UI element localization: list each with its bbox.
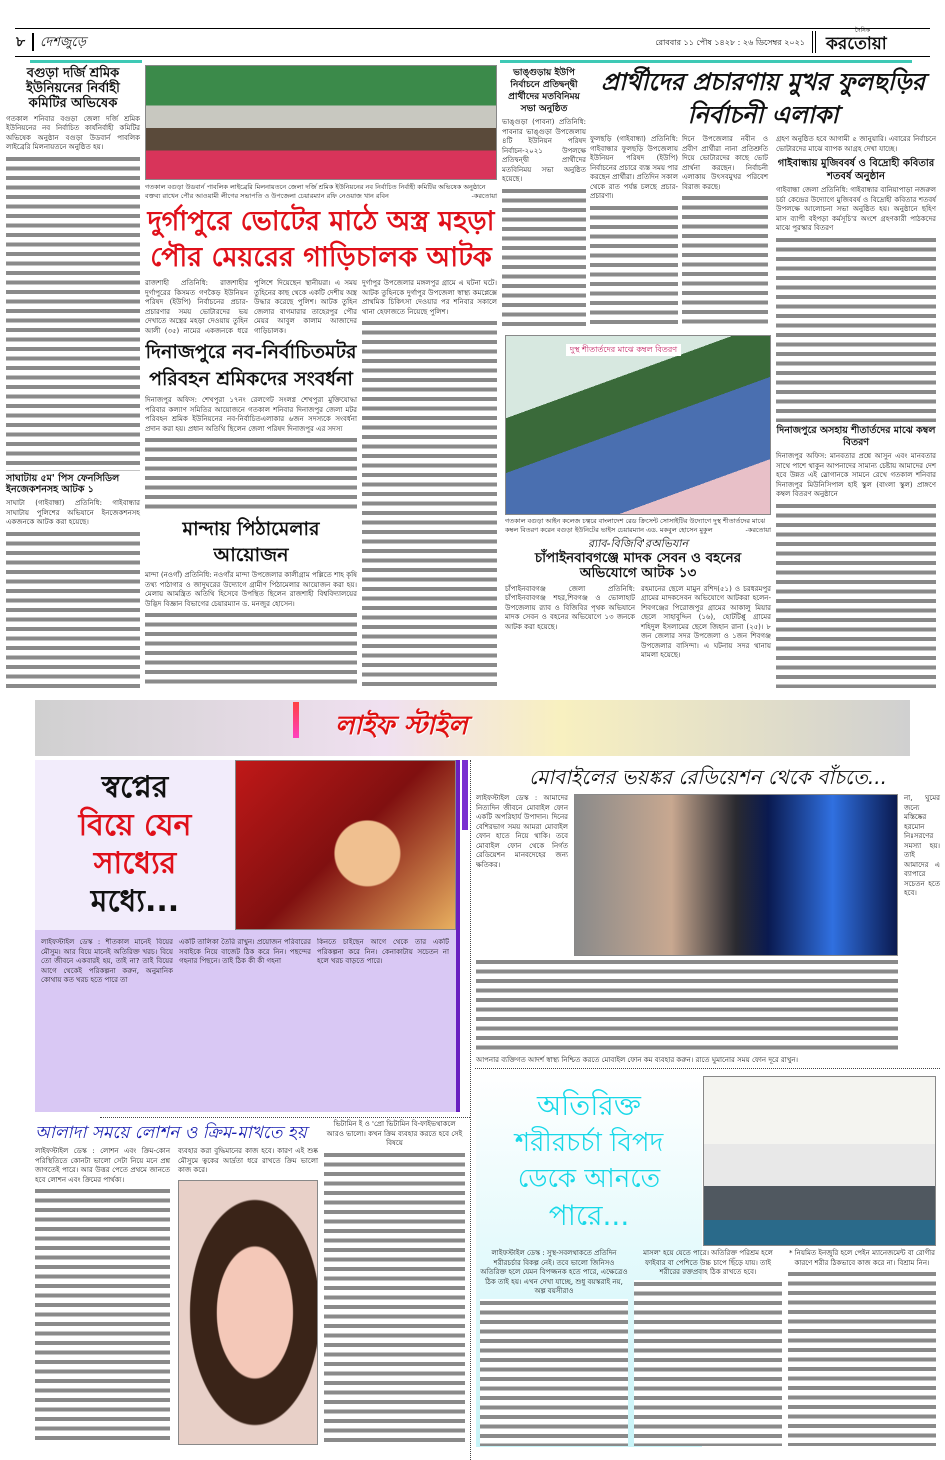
logo-prefix: দৈনিক <box>855 27 871 34</box>
exercise-headline-2: শরীরচর্চা বিপদ <box>514 1128 664 1158</box>
headline-dinajpur-workers: দিনাজপুরে নব-নির্বাচিতমটর পরিবহন শ্রমিকদের সংবর্ধনা <box>145 341 357 390</box>
rab-block <box>505 517 771 688</box>
story-body: রাজশাহী প্রতিনিধি: রাজশাহীর দুর্গাপুরের কিসমত গণকৈড় ইউনিয়ন পরিষদ (ইউপি) নির্বাচনের প্রচার-প্রচারণার সময় ভোটারদের ভয় দেখাতে অস্ত্রের মহড়া দেওয়ায় তুহিন আলী (৩৫) নামের একজনকে ধরে পুলিশে দিয়েছেন স্থানীয়রা। এ সময় তুহিনের কাছ থেকে একটি দেশীয় অস্ত্র উদ্ধার করেছে পুলিশ। আটক তুহিন জেলার বাগমারার তাহেরপুর পৌর মেয়র আবুল কালাম আজাদের গাড়িচালক। <box>145 279 357 335</box>
story-body-lines <box>145 436 357 513</box>
photo-wedding-hands <box>235 760 456 930</box>
lotion-story <box>35 1122 318 1445</box>
story-body: দিনাজপুর অফিস: মানবতার প্রশ্নে আসুন এবং মানবতার সাথে পাশে থাকুন আপনাদের সামান্য চেষ্টায় আমাদের দেশ হবে উন্নত এই স্লোগানকে সামনে রেখে গতকাল শনিবার দিনাজপুর মিউনিসিপাল হাই স্কুল (বাংলা স্কুল) প্রাঙ্গণে কম্বল বিতরণ অনুষ্ঠানে <box>776 452 936 498</box>
story-body: লাইফস্টাইল ডেস্ক : শীতকাল মানেই বিয়ের মৌসুম। আর বিয়ে মানেই অতিরিক্ত খরচ। বিয়ে তো জীবনে একবারই হয়, তাই না? তাই বিয়ের আগে থেকেই পরিকল্পনা করুন, অনুমানিক কোথায় কত খরচ হতে পারে তা <box>41 938 173 984</box>
story-body-lines <box>362 319 497 688</box>
story-body-lines <box>502 187 586 331</box>
section-title: দেশজুড়ে <box>40 35 86 50</box>
story-body: ফুলছড়ি (গাইবান্ধা) প্রতিনিধি: গাইবান্ধার ফুলছড়ি উপজেলায় ইউনিয়ন পরিষদ (ইউপি) নির্বাচনের প্রচারে ব্যস্ত সময় পার করছেন প্রার্থীরা। প্রতিদিন সকাল থেকে রাত পর্যন্ত চলছে প্রচার-প্রচারণা। <box>590 135 678 200</box>
headline-bhangura: ভাঙ্গুড়ায় ইউপি নির্বাচনে প্রতিদ্বন্দ্বী প্রার্থীদের মতবিনিময় সভা অনুষ্ঠিত <box>508 68 580 114</box>
photo-caption <box>505 517 771 535</box>
story-body: মান্দা (নওগাঁ) প্রতিনিধি: নওগাঁর মান্দা উপজেলার কালীগ্রাম পল্লিতে শাহ কৃষি তথ্য পাঠাগার ও জাদুঘরের উদ্যোগে গ্রামীণ পিঠামেলার আয়োজন করা হয়। মেলায় আমন্ত্রিত অতিথি হিসেবে উপস্থিত ছিলেন রাজশাহী বিশ্ববিদ্যালয়ের উদ্ভিদ বিজ্ঞান বিভাগের চেয়ারম্যান ড. মনজুর হোসেন। <box>145 571 357 608</box>
story-body: গাইবান্ধা জেলা প্রতিনিধি: গাইবান্ধার বানিয়াপাড়া নজরুল চর্চা কেন্দ্রের উদ্যোগে মুজিববর্ষ ও বিদ্রোহী কবিতার শতবর্ষ উপলক্ষে আলোচনা সভা অনুষ্ঠিত হয়। অনুষ্ঠানে ছহিণ মাস ব্যাপী বইপড়া কর্মসূচি'র অংশে গ্রহণকারী পাঠকদের মাঝে পুরস্কার বিতরণ <box>776 186 936 232</box>
story-body: ব্যবহার করা বুদ্ধিমানের কাজ হবে। কারণ এই শুষ্ক মৌসুমে ত্বকের আর্দ্রতা ধরে রাখতে ক্রিম ভালো কাজ করে। <box>178 1147 318 1174</box>
story-body-lines <box>776 502 936 689</box>
photo-dorji-union-event <box>145 65 497 180</box>
exercise-headline-1: অতিরিক্ত <box>537 1089 641 1122</box>
wedding-headline-3: সাধ্যের <box>93 846 177 881</box>
story-body-lines <box>324 1151 465 1446</box>
wedding-headline-4: মধ্যে... <box>90 884 180 919</box>
issue-date: রোববার ১১ পৌষ ১৪২৮ : ২৬ ডিসেম্বর ২০২১ <box>655 38 805 47</box>
bhangura-column <box>502 67 586 330</box>
story-body-lines <box>480 1299 628 1447</box>
story-body: না, ঘুমের জন্যে মস্তিষ্কের হরমোন নিঃসরণের সমস্যা হয়। তাই আমাদের এ ব্যাপারে সচেতন হতে হবে। <box>904 794 940 897</box>
page-number: ৮ <box>16 34 26 50</box>
headline-fulchhari: প্রার্থীদের প্রচারণায় মুখর ফুলছড়ির নির্বাচনী এলাকা <box>601 68 925 129</box>
photo-mobile-radiation <box>574 794 898 956</box>
story-body-lines <box>6 155 140 472</box>
story-body: ভাঙ্গুড়া (পাবনা) প্রতিনিধি: পাবনার ভাঙ্গুড়া উপজেলায় ৪টি ইউনিয়ন পরিষদ নির্বাচন-২০২১ উপলক্ষে প্রতিদ্বন্দ্বী প্রার্থীদের মতবিনিময় সভা অনুষ্ঠিত হয়েছে। <box>502 118 586 183</box>
lifestyle-banner <box>35 700 910 756</box>
wedding-story <box>35 760 460 1112</box>
story-body-lines <box>35 1187 170 1445</box>
headline-bogura-tailor: বগুড়া দর্জি শ্রমিক ইউনিয়নের নির্বাহী কমিটির অভিষেক <box>26 66 120 111</box>
story-body: লাইফস্টাইল ডেস্ক : লোশন এবং ক্রিম-কোন পরিস্থিতিতে কোনটা ভালো সেটা নিয়ে মনে প্রশ্ন জাগতেই পারে। আর উত্তর পেতে প্রথমে জানতে হবে লোশন এবং ক্রিমের পার্থক্য। <box>35 1147 170 1184</box>
wedding-headline-1: স্বপ্নের <box>101 770 169 805</box>
story-body: কিনতে চাইছেন আগে থেকে তার একটি পরিকল্পনা করে নিন। কেনাকাটায় সচেতন না হলে খরচ বাড়তে পারে। <box>317 938 449 965</box>
photo-credit: -করতোয়া <box>745 526 771 534</box>
middle-block <box>145 65 497 688</box>
headline-lotion: আলাদা সময়ে লোশন ও ক্রিম-মাখতে হয় <box>35 1123 307 1143</box>
photo-banner-text: দুস্থ শীতার্তদের মাঝে কম্বল বিতরণ <box>566 344 681 356</box>
exercise-headline-4: পারে... <box>548 1199 630 1232</box>
lotion-right-column <box>324 1120 465 1445</box>
photo-woman-exercise <box>703 1076 936 1246</box>
photo-woman-face <box>178 1180 318 1446</box>
headline-saghata: সাঘাটায় ৫ম' পিস ফেনসিডিল ইনজেকশনসহ আটক ১ <box>6 473 120 496</box>
story-body: ভিটামিন ই ও 'প্রো ভিটামিন বি-ফাইভথাকলে আরও ভালো। কখন ক্রিম ব্যবহার করতে হবে সেই বিষয়ে <box>326 1120 463 1147</box>
story-body-lines <box>682 194 768 326</box>
story-body: আপনার ব্যক্তিগত আদর্শ স্বাস্থ্য নিশ্চিত করতে মোবাইল ফোন কম ব্যবহার করুন। রাতে ঘুমানোর সময় ফোন দূরে রাখুন। <box>476 1055 799 1064</box>
story-body: দিনাজপুর অফিস: শেখপুরা ১৭নং রেলগেট সংলগ্ন শেখপুরা মুক্তিযোদ্ধা পরিবার কল্যাণ সমিতির আয়োজনে গতকাল শনিবার দিনাজপুর জেলা মটর পরিবহন শ্রমিক ইউনিয়নের নব-নির্বাচিতএলাকার ৬জন সদস্যকে সংবর্ধনা প্রদান করা হয়। প্রধান অতিথি ছিলেন জেলা পরিষদ দিনাজপুর এর সদস্য <box>145 396 357 433</box>
story-body-lines <box>788 1270 936 1446</box>
headline-gaibandha: গাইবান্ধায় মুজিববর্ষ ও বিদ্রোহী কবিতার শতবর্ষ অনুষ্ঠান <box>777 158 935 182</box>
story-body-lines <box>634 1280 782 1447</box>
photo-caption <box>145 183 497 201</box>
headline-manda: মান্দায় পিঠামেলার আয়োজন <box>182 518 320 566</box>
story-body: গতকাল শনিবার বগুড়া জেলা দর্জি শ্রমিক ইউনিয়নের নব নির্বাচিত কার্যনির্বাহী কমিটির অভিষেক অনুষ্ঠান বগুড়া উডবার্ন পাবলিক লাইব্রেরি মিলনায়তনে অনুষ্ঠিত হয়। <box>6 114 140 152</box>
story-body: দুর্গাপুর উপজেলার মঙ্গলপুর গ্রামে এ ঘটনা ঘটে। আটক তুহিনকে দুর্গাপুর উপজেলা স্বাস্থ্য কমপ্লেক্সে প্রাথমিক চিকিৎসা দেওয়ার পর শনিবার সকালে থানা হেফাজতে নিয়েছে পুলিশ। <box>362 279 497 316</box>
story-body-lines <box>590 204 678 327</box>
headline-mobile-radiation: মোবাইলের ভয়ঙ্কর রেডিয়েশন থেকে বাঁচতে... <box>528 765 887 789</box>
headline-rab: চাঁপাইনবাবগঞ্জে মাদক সেবন ও বহনের অভিযোগে আটক ১৩ <box>534 549 742 582</box>
story-body-lines <box>145 611 357 688</box>
story-body: লাইফস্টাইল ডেস্ক : আমাদের নিত্যদিন জীবনে মোবাইল ফোন একটি অপরিহার্য উপাদান। দিনের বেশিরভাগ সময় আমরা মোবাইল ফোন হাতে নিয়ে থাকি। তবে মোবাইল ফোন থেকে নির্গত রেডিয়েশন মানবদেহের জন্য ক্ষতিকর। <box>476 794 568 869</box>
photo-credit: -করতোয়া <box>471 192 497 200</box>
headline-durgapur: দুর্গাপুরে ভোটের মাঠে অস্ত্র মহড়া পৌর মেয়রের গাড়িচালক আটক <box>147 206 495 273</box>
exercise-headline-3: ডেকে আনতে <box>517 1164 661 1194</box>
story-body-lines <box>6 530 140 688</box>
story-body: গ্রহণ অনুষ্ঠিত হবে আগামী ৫ জানুয়ারি। এবারের নির্বাচনে ভোটারদের মাঝে ব্যাপক আগ্রহ দেখা যাচ্ছে। <box>776 135 936 153</box>
story-body: একটি তালিকা তৈরি রাখুন। প্রয়োজন পরিবারের সবাইকে নিয়ে বাজেট ঠিক করে নিন। পছন্দের গহনার পিছনে। তাই ঠিক কী কী গহনা <box>179 938 311 965</box>
left-column <box>6 67 140 688</box>
story-body: লাইফস্টাইল ডেস্ক : সুস্থ-সবলথাকতে প্রতিদিন শরীরচর্চার বিকল্প নেই। তবে ভালো জিনিসও অতিরিক্ত হলে যেমন বিপজ্জনক হতে পারে, এক্ষেত্রেও ঠিক তাই হয়। এখন দেখা যাচ্ছে, শুধু বয়স্করাই নয়, অল্প বয়সীরাও <box>480 1249 628 1295</box>
newspaper-logo: করতোয়া <box>826 34 887 54</box>
story-body: দিনে উপজেলার নবীন ও প্রবীণ প্রার্থীরা নানা প্রতিশ্রুতি দিয়ে ভোটারদের কাছে ভোট প্রার্থনা করছেন। নির্বাচনী এলাকায় উৎসবমুখর পরিবেশ বিরাজ করছে। <box>682 135 768 191</box>
lifestyle-banner-title: লাইফ স্টাইল <box>335 711 468 741</box>
story-body: * নিয়মিত ইনজুরি হলে পেইন ম্যানেজমেন্ট বা রোগীর কারণে শরীর ঠিকভাবে কাজ করে না। বিশ্রাম নিন। <box>788 1249 936 1267</box>
story-body: সাঘাটা (গাইবান্ধা) প্রতিনিধি: গাইবান্ধার সাঘাটায় পুলিশের অভিযানে ইনজেকশনসহ একজনকে আটক করা হয়েছে। <box>6 499 140 527</box>
story-body-lines <box>476 958 898 1053</box>
photo-blanket-distribution <box>505 335 771 515</box>
story-body-lines <box>776 236 936 423</box>
caption-text: গতকাল বগুড়া উডবার্ন পাবলিক লাইব্রেরি মিলনায়তনে জেলা দর্জি শ্রমিক ইউনিয়নের নব নির্বাচিত নির্বাহী কমিটির অভিষেক অনুষ্ঠানে বক্তব্য রাখেন পৌর আওয়ামী লীগের সভাপতি ও উপজেলা চেয়ারম্যান রফি নেওয়াজ খান রবিন <box>145 183 486 200</box>
story-body: মাসল' হয়ে যেতে পারে। অতিরিক্ত পরিশ্রম হলে ফাইবার বা পেশিতে উচ্চ চাপে ছিঁড়ে যায়। তাই শরীরের রক্তপ্রবাহ ঠিক রাখতে হবে। <box>643 1249 773 1276</box>
exercise-story <box>476 1076 936 1446</box>
mobile-story <box>476 763 940 1065</box>
story-body: রহমানের ছেলে মামুন রশিদ(৫১) ও চরধরমপুর গ্রামের মাদকসেবন অভিযোগে আটকরা হলেন-শিবগঞ্জের পিরোজপুর গ্রামের আকালু মিয়ার ছেলে সাহাবুদ্দিন (১৬), হোটটিপ্পু গ্রামের শহিদুল ইসলামের ছেলে জিহান রানা (২৫)। ৮ জন জেলার সদর উপজেলা ও ১জন শিবগঞ্জ উপজেলার বাসিন্দা। এ ঘটনায় সদর থানায় মামলা হয়েছে। <box>641 584 771 660</box>
story-body: চাঁপাইনবাবগঞ্জ জেলা প্রতিনিধি: চাঁপাইনবাবগঞ্জ শহর,শিবগঞ্জ ও ভোলাহাট উপজেলায় র‌্যাব ও বিজিবির পৃথক অভিযানে মাদক সেবন ও বহনের অভিযোগে ১৩ জনকে আটক করা হয়েছে। <box>505 584 635 631</box>
rab-kicker: র‌্যাব-বিজিবি'রঅভিযান <box>587 537 689 550</box>
wedding-headline-2: বিয়ে যেন <box>78 808 192 843</box>
caption-text: গতকাল বগুড়া আইন কলেজ চত্বরে বাংলাদেশ রেড ক্রিসেন্ট সোসাইটির উদ্যোগে দুস্থ শীতার্তদের মাঝে কম্বল বিতরণ করেন বগুড়া ইউনিটের ভাইস চেয়ারম্যান এড. মকবুল হোসেন মুকুল <box>505 517 766 534</box>
headline-dinajpur-blanket: দিনাজপুরে অসহায় শীতার্তদের মাঝে কম্বল বিতরণ <box>776 425 936 448</box>
